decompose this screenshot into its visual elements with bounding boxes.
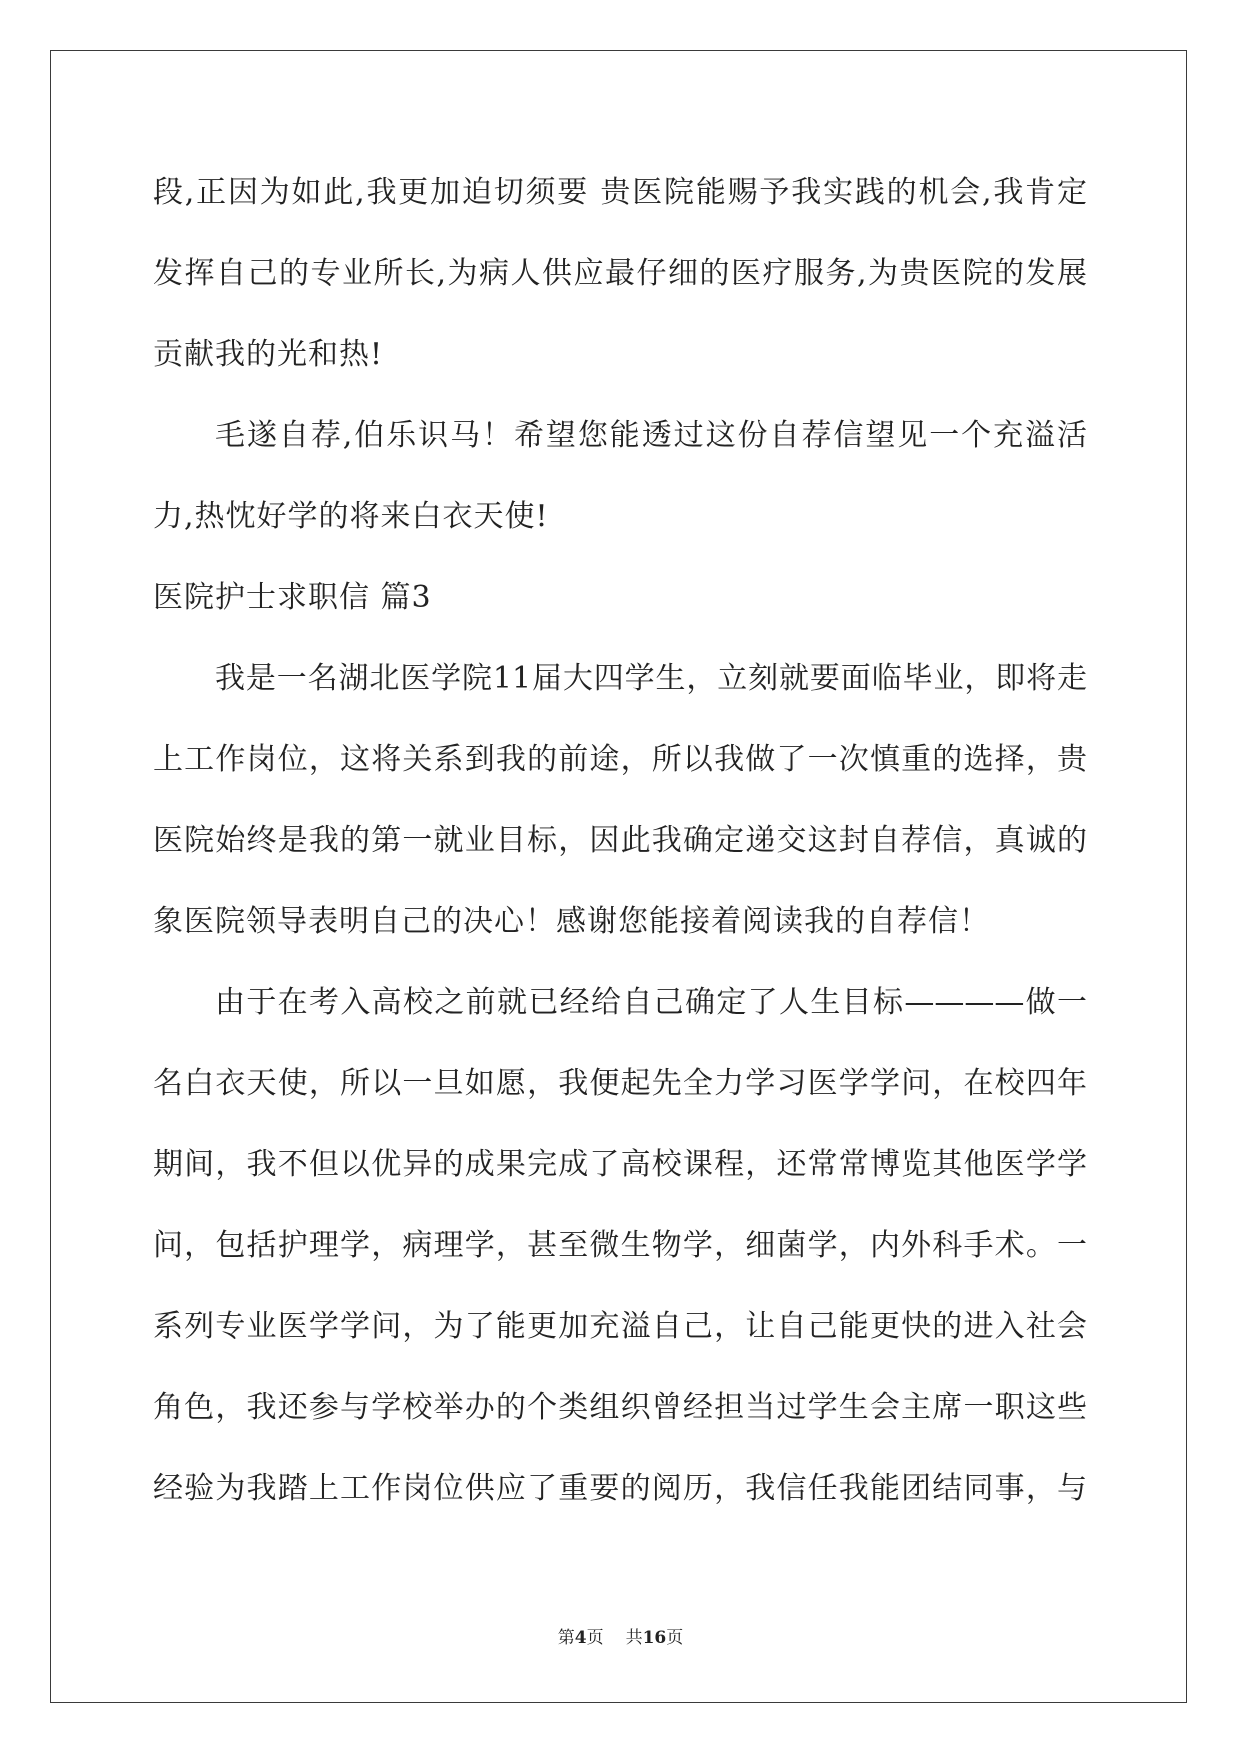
text-line: 毛遂自荐,伯乐识马！希望您能透过这份自荐信望见一个充溢活 [215,418,1087,453]
text-line: 贡献我的光和热! [153,337,384,372]
section-heading: 医院护士求职信 篇3 [153,580,432,615]
text-line: 我是一名湖北医学院11届大四学生，立刻就要面临毕业，即将走 [215,661,1087,696]
total-pages: 16 [642,1628,667,1648]
page-suffix: 页 [586,1628,604,1648]
page-footer [0,1625,1241,1651]
text-line: 由于在考入高校之前就已经给自己确定了人生目标————做一 [215,985,1087,1020]
text-line: 期间，我不但以优异的成果完成了高校课程，还常常博览其他医学学 [153,1147,1087,1182]
text-line: 上工作岗位，这将关系到我的前途，所以我做了一次慎重的选择，贵 [153,742,1087,777]
text-line: 段,正因为如此,我更加迫切须要 贵医院能赐予我实践的机会,我肯定 [153,175,1087,210]
text-line: 力,热忱好学的将来白衣天使! [153,499,549,534]
text-line: 角色，我还参与学校举办的个类组织曾经担当过学生会主席一职这些 [153,1390,1087,1425]
total-prefix: 共 [625,1628,643,1648]
page-prefix: 第 [557,1628,575,1648]
text-line: 象医院领导表明自己的决心！感谢您能接着阅读我的自荐信！ [153,904,990,939]
page-number: 4 [574,1628,587,1648]
total-suffix: 页 [666,1628,684,1648]
text-line: 名白衣天使，所以一旦如愿，我便起先全力学习医学学问，在校四年 [153,1066,1087,1101]
text-line: 问，包括护理学，病理学，甚至微生物学，细菌学，内外科手术。一 [153,1228,1087,1263]
text-line: 医院始终是我的第一就业目标，因此我确定递交这封自荐信，真诚的 [153,823,1087,858]
text-line: 系列专业医学学问，为了能更加充溢自己，让自己能更快的进入社会 [153,1309,1087,1344]
text-line: 发挥自己的专业所长,为病人供应最仔细的医疗服务,为贵医院的发展 [153,256,1087,291]
text-line: 经验为我踏上工作岗位供应了重要的阅历，我信任我能团结同事，与 [153,1471,1087,1506]
